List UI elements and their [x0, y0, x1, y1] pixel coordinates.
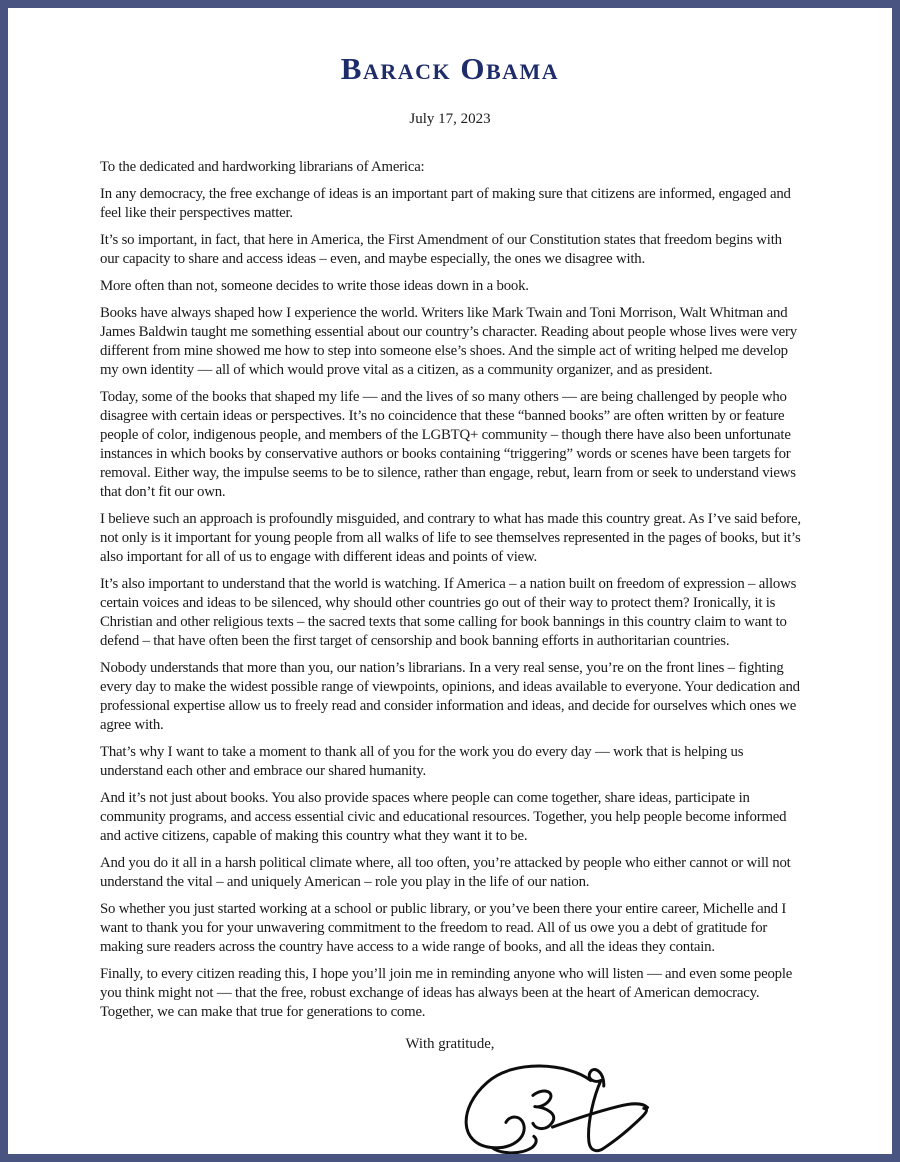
paragraph-5: Today, some of the books that shaped my life — and the lives of so many others — are being challenged by people who disagree with certain ideas or perspectives. It’s no coincidence that these “banned books” are often written by or feature people of color, indigenous people, and members of the LGBTQ+ community – though there have also been unfortunate instances in which books by conservative authors or books containing “triggering” words or scenes have been targets for removal. Either way, the impulse seems to be to silence, rather than engage, rebut, learn from or seek to understand views that don’t fit our own. [100, 389, 796, 500]
letter-date: July 17, 2023 [409, 111, 491, 127]
letterhead-name: Barack Obama [340, 51, 560, 86]
letter-body [100, 158, 804, 1022]
paragraph-10: And it’s not just about books. You also provide spaces where people can come together, share ideas, participate in community programs, and access essential civic and educational resources. Together, you help people become informed and active citizens, capable of making this country what they want it to be. [100, 790, 787, 844]
paragraph-12: So whether you just started working at a school or public library, or you’ve been there your entire career, Michelle and I want to thank you for your unwavering commitment to the freedom to read. All of us owe you a debt of gratitude for making sure readers across the country have access to a wide range of books, and all the ideas they contain. [100, 901, 787, 955]
paragraph-6: I believe such an approach is profoundly misguided, and contrary to what has made this country great. As I’ve said before, not only is it important for young people from all walks of life to see themselves represented in the pages of books, but it’s also important for all of us to engage with different ideas and points of view. [100, 511, 801, 565]
signature-stroke-b [533, 1091, 554, 1129]
paragraph-9: That’s why I want to take a moment to thank all of you for the work you do every day — work that is helping us understand each other and embrace our shared humanity. [100, 744, 744, 779]
paragraph-11: And you do it all in a harsh political climate where, all too often, you’re attacked by people who either cannot or will not understand the vital – and uniquely American – role you play in the life of our nation. [100, 855, 791, 890]
salutation: To the dedicated and hardworking librarians of America: [100, 159, 425, 175]
paragraph-7: It’s also important to understand that the world is watching. If America – a nation built on freedom of expression – allows certain voices and ideas to be silenced, why should other countries go out of their way to protect them? Ironically, it is Christian and other religious texts – the sacred texts that some calling for book bannings in this country claim to want to defend – that have often been the first target of censorship and book banning efforts in authoritarian countries. [100, 576, 797, 649]
closing-line: With gratitude, [405, 1036, 495, 1052]
paragraph-1: In any democracy, the free exchange of ideas is an important part of making sure that citizens are informed, engaged and feel like their perspectives matter. [100, 186, 791, 221]
paragraph-3: More often than not, someone decides to write those ideas down in a book. [100, 278, 529, 294]
signature-image [450, 1060, 655, 1155]
signature-stroke-loop [466, 1066, 591, 1148]
signature-stroke-tail [589, 1069, 647, 1150]
paragraph-4: Books have always shaped how I experience the world. Writers like Mark Twain and Toni Morrison, Walt Whitman and James Baldwin taught me something essential about our country’s character. Reading about people whose lives were very different from mine showed me how to step into someone else’s shoes. And the simple act of writing helped me develop my own identity — all of which would prove vital as a citizen, as a community organizer, and as president. [100, 305, 797, 378]
paragraph-13: Finally, to every citizen reading this, I hope you’ll join me in reminding anyone who will listen — and even some people you think might not — that the free, robust exchange of ideas has always been at the heart of American democracy. Together, we can make that true for generations to come. [100, 966, 793, 1020]
paragraph-2: It’s so important, in fact, that here in America, the First Amendment of our Constitution states that freedom begins with our capacity to share and access ideas – even, and maybe especially, the ones we disagree with. [100, 232, 782, 267]
paragraph-8: Nobody understands that more than you, our nation’s librarians. In a very real sense, you’re on the front lines – fighting every day to make the widest possible range of viewpoints, opinions, and ideas available to everyone. Your dedication and professional expertise allow us to freely read and consider information and ideas, and decide for ourselves which ones we agree with. [100, 660, 800, 733]
